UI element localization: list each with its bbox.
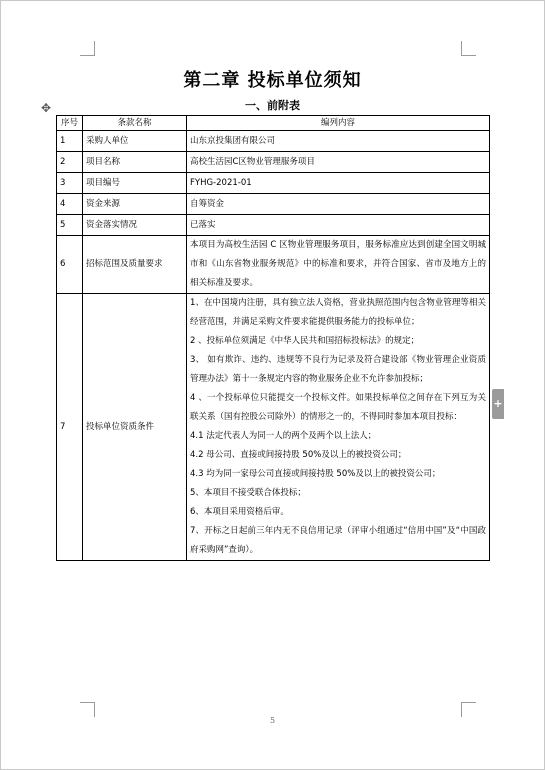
plus-icon[interactable]: + [492,389,504,419]
row-no: 6 [57,236,83,294]
chapter-title: 第二章 投标单位须知 [183,70,362,91]
row-no: 2 [57,152,83,173]
row-content: 本项目为高校生活园 C 区物业管理服务项目，服务标准应达到创建全国文明城市和《山东省物业服务规范》中的标准和要求，并符合国家、省市及地方上的相关标准及要求。 [187,236,490,294]
row-name: 项目名称 [83,152,187,173]
qualification-item: 4.3 均为同一家母公司直接或间接持股 50%及以上的被投资公司； [190,469,441,479]
qualification-item: 4.2 母公司、直接或间接持股 50%及以上的被投资公司； [190,450,407,460]
move-icon[interactable]: ✥ [40,101,52,115]
row-no: 7 [57,294,83,561]
row-name: 招标范围及质量要求 [83,236,187,294]
crop-mark-top-left [80,41,95,56]
table-row [57,173,490,194]
row-name: 项目编号 [83,173,187,194]
crop-mark-top-right [461,41,476,56]
qualification-item: 4.1 法定代表人为同一人的两个及两个以上法人； [190,431,377,441]
header-name: 条款名称 [83,116,187,131]
table-row [57,236,490,294]
section-title: 一、前附表 [245,99,300,112]
qualification-item: 1、在中国境内注册，具有独立法人资格，营业执照范围内包含物业管理等相关经营范围，并满足采购文件要求能提供服务能力的投标单位； [190,298,486,327]
qualification-list [187,294,490,561]
row-no: 4 [57,194,83,215]
row-content: 高校生活园C区物业管理服务项目 [187,152,490,173]
qualification-item: 3、 如有欺诈、违约、违规等不良行为记录及符合建设部《物业管理企业资质管理办法》第十一条规定内容的物业服务企业不允许参加投标； [190,355,486,384]
row-content: 自筹资金 [187,194,490,215]
qualification-item: 4 、一个投标单位只能提交一个投标文件。如果投标单位之间存在下列互为关联关系（国有控股公司除外）的情形之一的，不得同时参加本项目投标： [190,393,486,422]
row-no: 3 [57,173,83,194]
row-no: 1 [57,131,83,152]
header-content: 编列内容 [187,116,490,131]
table-row [57,294,490,561]
row-no: 5 [57,215,83,236]
qualification-item: 7、开标之日起前三年内无不良信用记录（评审小组通过“信用中国”及“中国政府采购网”查询）。 [190,526,486,555]
qualification-item: 5、本项目不接受联合体投标； [190,488,306,498]
row-content: FYHG-2021-01 [187,173,490,194]
crop-mark-bottom-left [80,702,95,717]
page-number: 5 [269,716,276,725]
front-table [56,115,490,561]
table-row [57,152,490,173]
row-name: 采购人单位 [83,131,187,152]
row-name: 投标单位资质条件 [83,294,187,561]
table-row [57,194,490,215]
row-name: 资金来源 [83,194,187,215]
qualification-item: 6、本项目采用资格后审。 [190,507,289,517]
crop-mark-bottom-right [461,702,476,717]
table-row [57,215,490,236]
table-header-row [57,116,490,131]
row-name: 资金落实情况 [83,215,187,236]
table-row [57,131,490,152]
header-no: 序号 [57,116,83,131]
qualification-item: 2 、投标单位须满足《中华人民共和国招标投标法》的规定； [190,336,420,346]
row-content: 已落实 [187,215,490,236]
row-content: 山东京投集团有限公司 [187,131,490,152]
